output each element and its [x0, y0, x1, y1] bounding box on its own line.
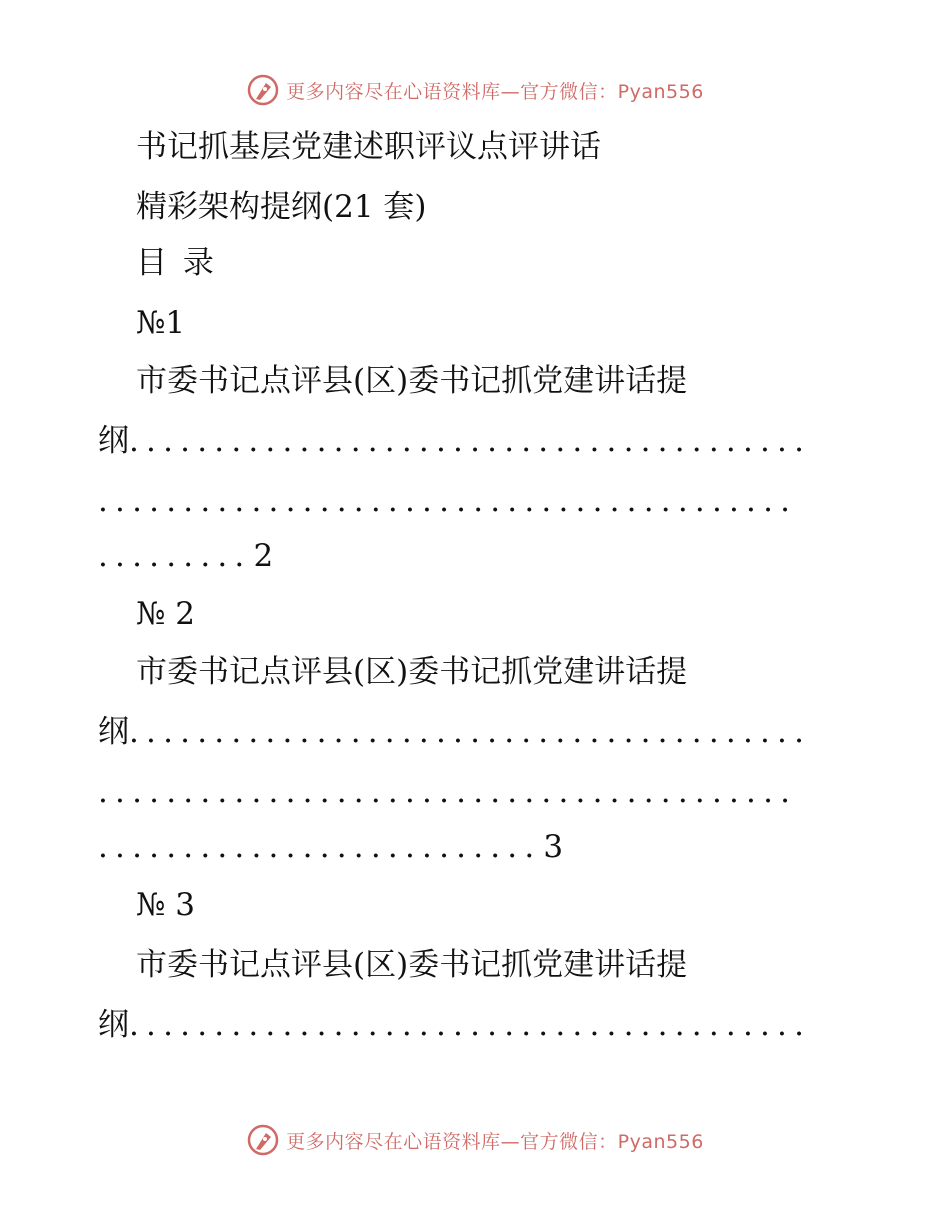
toc-entry-dots-line — [0, 763, 950, 821]
leader-dots: ......................................... — [98, 774, 798, 810]
toc-entry-dots-line — [0, 412, 950, 470]
toc-entry-dots-line — [0, 818, 950, 876]
toc-entry-dots-line — [0, 527, 950, 585]
toc-page-number: 2 — [253, 538, 274, 574]
leader-dots: .......................... — [98, 829, 542, 865]
leader-dots: ......... — [98, 538, 252, 574]
leader-dots: ........................................ — [129, 423, 812, 459]
toc-entry-dots-line — [0, 472, 950, 530]
toc-entry-dots-line — [0, 703, 950, 761]
footer-banner-text: 更多内容尽在心语资料库—官方微信：Pyan556 — [286, 1130, 704, 1153]
toc-entry-title: 市委书记点评县(区)委书记抓党建讲话提 — [136, 363, 688, 399]
toc-entry-dots-line — [0, 996, 950, 1054]
header-banner-text: 更多内容尽在心语资料库—官方微信：Pyan556 — [286, 80, 704, 103]
title-line-2: 精彩架构提纲(21 套) — [136, 189, 427, 225]
footer-banner — [0, 1120, 950, 1160]
title-line-1: 书记抓基层党建述职评议点评讲话 — [136, 129, 601, 165]
header-banner — [0, 70, 950, 110]
pen-nib-circle-icon — [246, 73, 280, 107]
toc-entry-title: 市委书记点评县(区)委书记抓党建讲话提 — [136, 947, 688, 983]
toc-entry-number: № 2 — [136, 596, 195, 632]
toc-entry-continuation: 纲 — [98, 1007, 129, 1043]
toc-page-number: 3 — [543, 829, 564, 865]
toc-entry-continuation: 纲 — [98, 714, 129, 750]
toc-entry-continuation: 纲 — [98, 423, 129, 459]
pen-nib-circle-icon — [246, 1123, 280, 1157]
toc-entry-number: № 3 — [136, 887, 195, 923]
toc-entry-title: 市委书记点评县(区)委书记抓党建讲话提 — [136, 654, 688, 690]
toc-entry-number: №1 — [136, 305, 186, 341]
leader-dots: ........................................ — [129, 714, 812, 750]
toc-heading: 目 录 — [136, 245, 217, 281]
leader-dots: ........................................ — [129, 1007, 812, 1043]
leader-dots: ......................................... — [98, 483, 798, 519]
